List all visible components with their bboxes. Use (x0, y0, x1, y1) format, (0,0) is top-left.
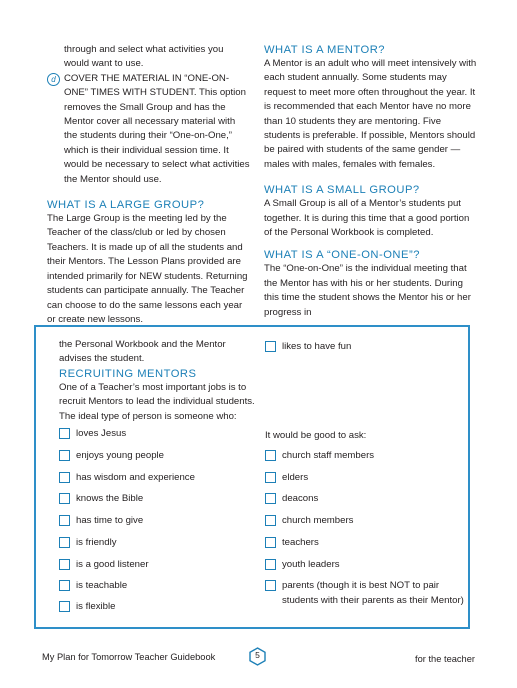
check-item[interactable]: knows the Bible (59, 493, 143, 505)
checkbox-icon[interactable] (59, 559, 70, 570)
checkbox-icon[interactable] (265, 580, 276, 591)
recruiting-heading: RECRUITING MENTORS (59, 367, 197, 380)
checkbox-icon[interactable] (265, 515, 276, 526)
checkbox-icon[interactable] (265, 472, 276, 483)
check-item[interactable]: has wisdom and experience (59, 472, 195, 484)
option-d-marker: d (47, 73, 60, 86)
footer-title: My Plan for Tomorrow Teacher Guidebook (42, 652, 216, 662)
checkbox-icon[interactable] (59, 472, 70, 483)
checkbox-icon[interactable] (59, 450, 70, 461)
check-item[interactable]: has time to give (59, 515, 143, 527)
checkbox-icon[interactable] (59, 580, 70, 591)
small-group-text: A Small Group is all of a Mentor’s students put together. It is during this time that a good portion of the Personal Workbook is completed. (264, 198, 470, 239)
option-d (47, 72, 251, 187)
box-continued-text: the Personal Workbook and the Mentor advises the student. (59, 339, 226, 365)
check-item[interactable]: church members (265, 515, 353, 527)
one-on-one-heading: WHAT IS A “ONE-ON-ONE”? (264, 249, 420, 262)
mentor-heading: WHAT IS A MENTOR? (264, 44, 386, 56)
check-item[interactable]: parents (though it is best NOT to pair (265, 580, 439, 592)
check-item[interactable]: teachers (265, 537, 319, 549)
check-item[interactable]: is flexible (59, 601, 115, 613)
checkbox-icon[interactable] (265, 559, 276, 570)
checkbox-icon[interactable] (59, 601, 70, 612)
check-item[interactable]: is a good listener (59, 559, 149, 571)
checkbox-icon[interactable] (265, 450, 276, 461)
check-item[interactable]: is teachable (59, 580, 127, 592)
check-item[interactable]: is friendly (59, 537, 117, 549)
recruiting-text: One of a Teacher’s most important jobs is to recruit Mentors to lead the individual students. The ideal type of person is someone who: (59, 381, 255, 422)
check-item[interactable]: elders (265, 472, 308, 484)
check-item[interactable]: loves Jesus (59, 428, 126, 440)
large-group-text: The Large Group is the meeting led by the Teacher of the class/club or led by chosen Teachers. It is made up of all the students and their Mentors. The Lesson Plans provided are intended primarily for NEW students. Returning students can participate annually. The Teacher can choose to do the same lessons each year or create new lessons. (47, 213, 248, 325)
check-item[interactable]: likes to have fun (265, 341, 351, 353)
checkbox-icon[interactable] (59, 493, 70, 504)
continued-text: through and select what activities you would want to use. (64, 44, 224, 70)
check-item[interactable]: enjoys young people (59, 450, 164, 462)
left-column (47, 43, 251, 327)
checkbox-icon[interactable] (265, 493, 276, 504)
check-item[interactable]: deacons (265, 493, 318, 505)
large-group-heading: WHAT IS A LARGE GROUP? (47, 199, 205, 212)
footer-section: for the teacher (415, 654, 475, 664)
small-group-heading: WHAT IS A SMALL GROUP? (264, 184, 420, 197)
checkbox-icon[interactable] (265, 341, 276, 352)
one-on-one-text: The “One-on-One” is the individual meeting that the Mentor has with his or her students. During this time the student shows the Mentor his or her progress in (264, 263, 471, 318)
ask-label: It would be good to ask: (265, 430, 367, 441)
right-column (264, 43, 478, 320)
checkbox-icon[interactable] (265, 537, 276, 548)
checkbox-icon[interactable] (59, 428, 70, 439)
check-item[interactable]: youth leaders (265, 559, 340, 571)
page-number-badge (248, 647, 267, 666)
check-item-continued: students with their parents as their Mentor) (282, 595, 464, 606)
checkbox-icon[interactable] (59, 515, 70, 526)
check-item[interactable]: church staff members (265, 450, 374, 462)
mentor-text: A Mentor is an adult who will meet intensively with each student annually. Some students may request to meet more often throughout the year. It is recommended that each Mentor have no more than 10 students they are mentoring. Five students is preferable. If possible, Mentors should be paired with students of the same gender — males with males, females with females. (264, 58, 477, 170)
option-d-text: COVER THE MATERIAL IN “ONE-ON-ONE” TIMES WITH STUDENT. This option removes the Small Group and has the Mentor cover all necessary material with the students during their “One-on-One,” which is their individual session time. It would be necessary to select what activities the Mentor should use. (64, 72, 250, 185)
checkbox-icon[interactable] (59, 537, 70, 548)
page-number: 5 (255, 650, 260, 660)
box-left-text (59, 338, 259, 424)
